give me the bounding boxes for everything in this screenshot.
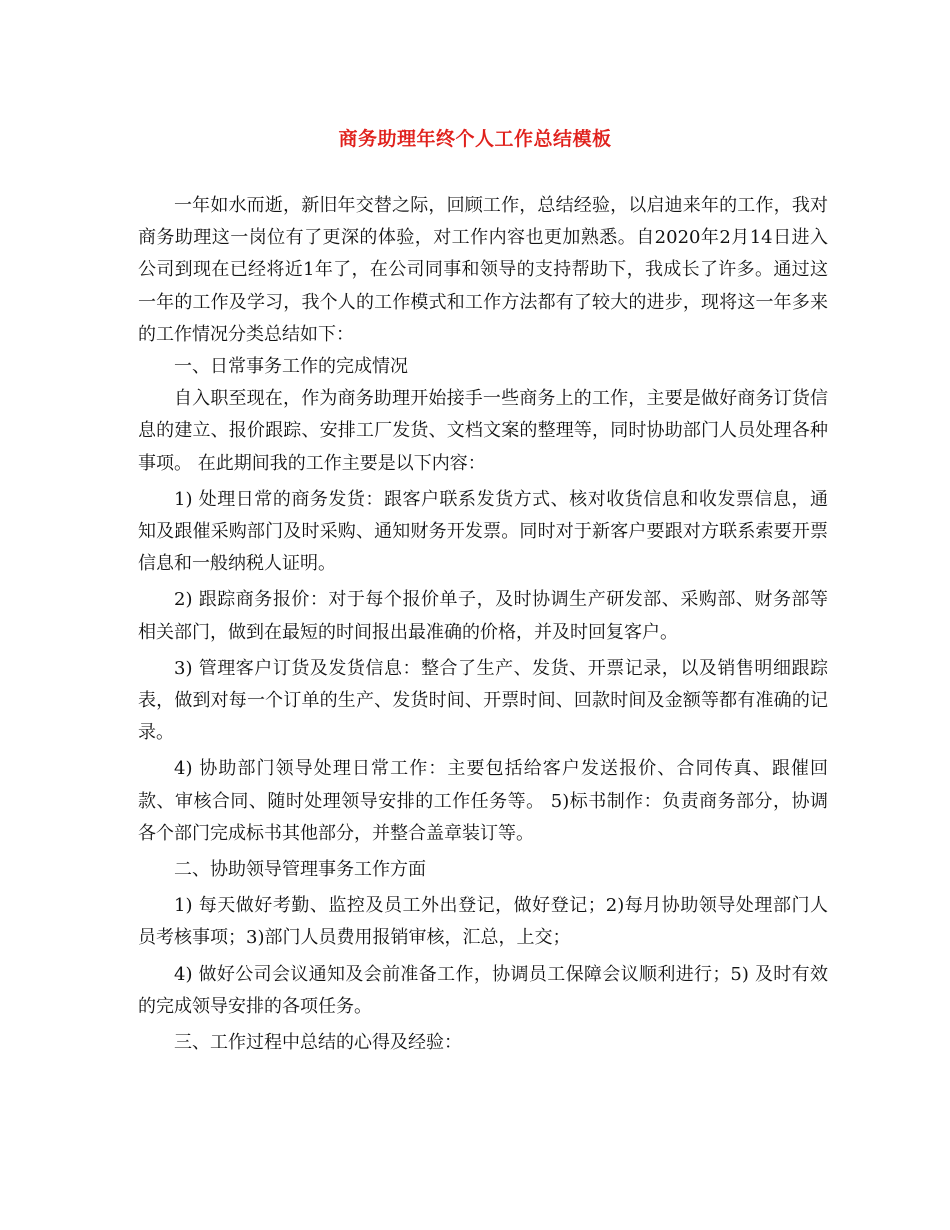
document-body — [138, 190, 828, 1059]
paragraph-intro: 一年如水而逝，新旧年交替之际，回顾工作，总结经验，以启迪来年的工作，我对商务助理这一岗位有了更深的体验，对工作内容也更加熟悉。自2020年2月14日进入公司到现在已经将近1年了，在公司同事和领导的支持帮助下，我成长了许多。通过这一年的工作及学习，我个人的工作模式和工作方法都有了较大的进步，现将这一年多来的工作情况分类总结如下： — [138, 195, 828, 345]
list-item-2: 2) 跟踪商务报价：对于每个报价单子，及时协调生产研发部、采购部、财务部等相关部门，做到在最短的时间报出最准确的价格，并及时回复客户。 — [138, 589, 828, 643]
paragraph-section-1-intro: 自入职至现在，作为商务助理开始接手一些商务上的工作，主要是做好商务订货信息的建立、报价跟踪、安排工厂发货、文档文案的整理等，同时协助部门人员处理各种事项。 在此期间我的工作主要是以下内容： — [138, 388, 828, 474]
section-heading-3: 三、工作过程中总结的心得及经验： — [174, 1032, 462, 1054]
list-item-section-2-a: 1) 每天做好考勤、监控及员工外出登记，做好登记；2)每月协助领导处理部门人员考核事项；3)部门人员费用报销审核，汇总，上交； — [138, 895, 828, 949]
list-item-section-2-b: 4) 做好公司会议通知及会前准备工作，协调员工保障会议顺利进行；5) 及时有效的完成领导安排的各项任务。 — [138, 963, 828, 1017]
document-title: 商务助理年终个人工作总结模板 — [338, 128, 612, 150]
section-heading-2: 二、协助领导管理事务工作方面 — [174, 859, 426, 881]
list-item-3: 3) 管理客户订货及发货信息：整合了生产、发货、开票记录，以及销售明细跟踪表，做到对每一个订单的生产、发货时间、开票时间、回款时间及金额等都有准确的记录。 — [138, 657, 828, 744]
list-item-1: 1) 处理日常的商务发货：跟客户联系发货方式、核对收货信息和收发票信息，通知及跟催采购部门及时采购、通知财务开发票。同时对于新客户要跟对方联系索要开票信息和一般纳税人证明。 — [138, 488, 828, 575]
list-item-4: 4) 协助部门领导处理日常工作：主要包括给客户发送报价、合同传真、跟催回款、审核合同、随时处理领导安排的工作任务等。 5)标书制作：负责商务部分，协调各个部门完成标书其他部分，并整合盖章装订等。 — [138, 758, 828, 844]
section-heading-1: 一、日常事务工作的完成情况 — [174, 356, 408, 378]
